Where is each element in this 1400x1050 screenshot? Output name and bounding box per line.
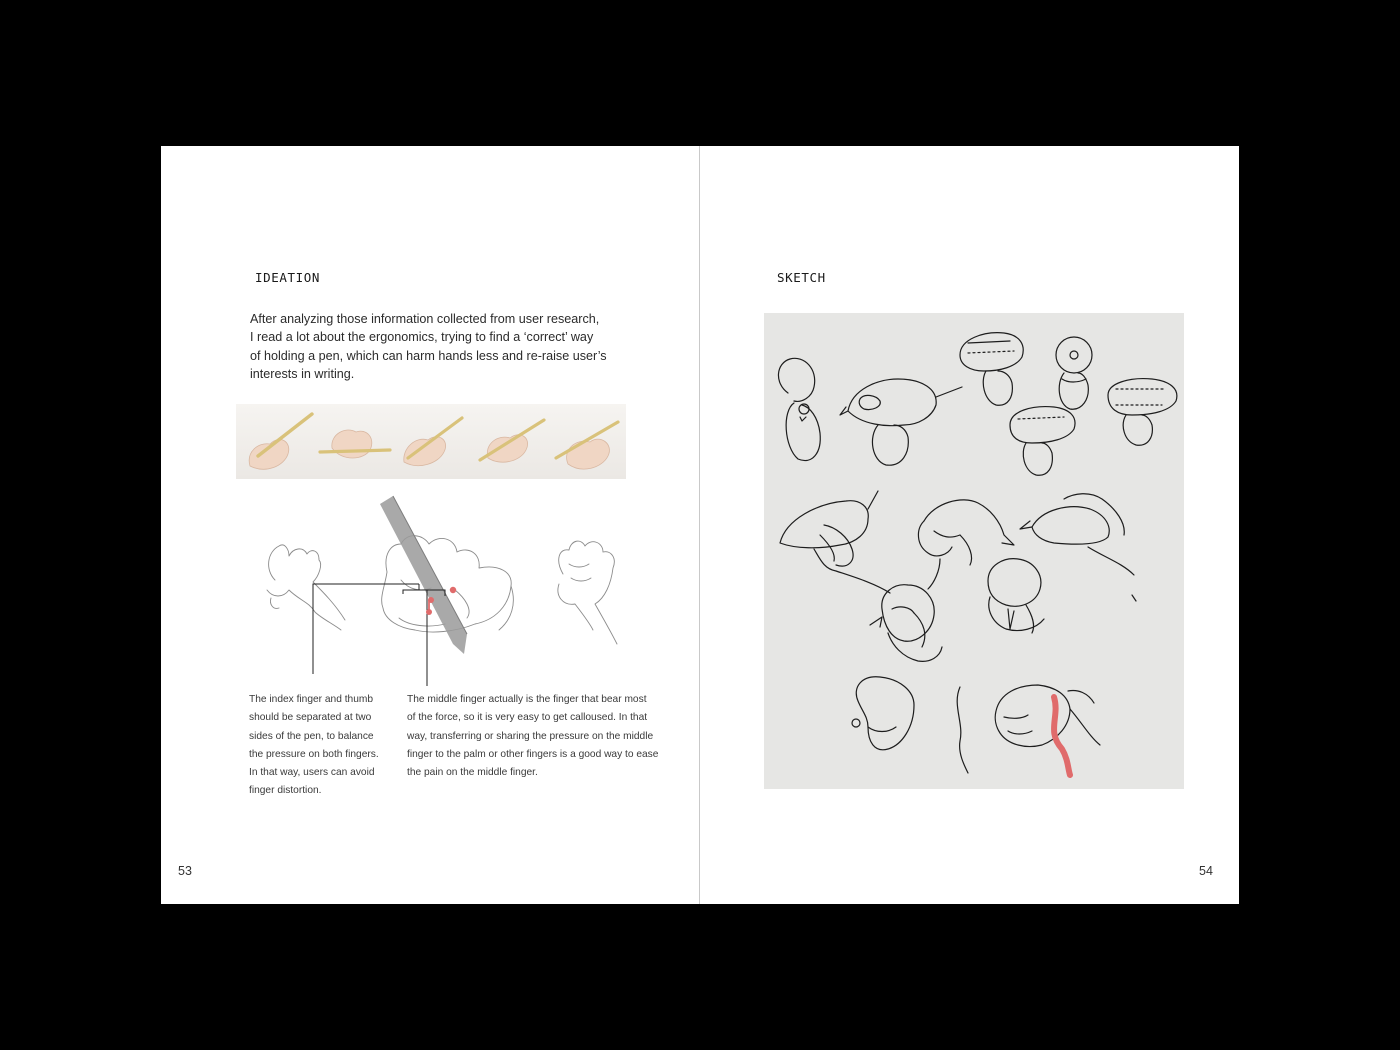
intro-line: interests in writing. bbox=[250, 366, 355, 381]
caption-line: finger to the palm or other fingers is a good way to ease bbox=[407, 748, 659, 760]
caption-line: should be separated at two bbox=[249, 712, 372, 724]
page-number-right: 54 bbox=[1199, 864, 1213, 878]
callout-lines bbox=[313, 584, 445, 686]
sketch-grip-4 bbox=[870, 585, 942, 662]
sketch-grip-2 bbox=[918, 500, 1014, 589]
right-page bbox=[700, 146, 1239, 904]
sketch-form-6 bbox=[1108, 379, 1177, 446]
caption-line: finger distortion. bbox=[249, 785, 322, 797]
hand-sketch-left bbox=[267, 545, 345, 630]
grip-diagram bbox=[259, 494, 629, 694]
caption-line: The index finger and thumb bbox=[249, 694, 374, 705]
sketch-form-4 bbox=[1056, 337, 1092, 409]
sketch-grip-5 bbox=[988, 559, 1044, 633]
page-number-left: 53 bbox=[178, 864, 192, 878]
grip-photo-1 bbox=[236, 404, 314, 479]
caption-index-finger bbox=[249, 691, 399, 801]
caption-line: In that way, users can avoid bbox=[249, 767, 375, 779]
hand-sketch-right bbox=[558, 541, 617, 644]
sketch-panel bbox=[764, 313, 1184, 789]
sketch-title: SKETCH bbox=[777, 270, 826, 285]
pen-grip-photo-strip bbox=[236, 404, 626, 479]
sketch-form-5 bbox=[1010, 407, 1075, 476]
pen-shape bbox=[380, 496, 467, 654]
sketch-grip-1 bbox=[780, 491, 890, 593]
caption-line: of the force, so it is very easy to get calloused. In that bbox=[407, 712, 648, 724]
sketch-grip-6 bbox=[995, 685, 1100, 775]
sketch-grip-3 bbox=[1020, 494, 1136, 601]
caption-line: The middle finger actually is the finger that bear most bbox=[407, 694, 647, 705]
grip-photo-5 bbox=[548, 404, 626, 479]
caption-middle-finger bbox=[407, 691, 687, 782]
caption-line: way, transferring or sharing the pressure on the middle bbox=[407, 730, 654, 742]
intro-line: I read a lot about the ergonomics, trying to find a ‘correct’ way bbox=[250, 330, 594, 345]
grip-photo-2 bbox=[314, 404, 392, 479]
sketch-divider-curve bbox=[957, 687, 968, 773]
left-page bbox=[161, 146, 699, 904]
caption-line: the pain on the middle finger. bbox=[407, 767, 538, 779]
sketch-form-3 bbox=[960, 333, 1023, 406]
sketch-form-2 bbox=[840, 379, 962, 465]
sketch-form-1 bbox=[778, 358, 820, 460]
intro-paragraph bbox=[250, 310, 620, 383]
ideation-title: IDEATION bbox=[255, 270, 321, 285]
intro-line: After analyzing those information collected from user research, bbox=[250, 312, 600, 326]
caption-line: the pressure on both fingers. bbox=[249, 748, 379, 760]
book-spread bbox=[161, 146, 1239, 904]
grip-photo-3 bbox=[392, 404, 470, 479]
sketch-form-7 bbox=[852, 677, 914, 750]
caption-line: sides of the pen, to balance bbox=[249, 730, 374, 742]
intro-line: of holding a pen, which can harm hands less and re-raise user’s bbox=[250, 348, 607, 363]
grip-photo-4 bbox=[470, 404, 548, 479]
